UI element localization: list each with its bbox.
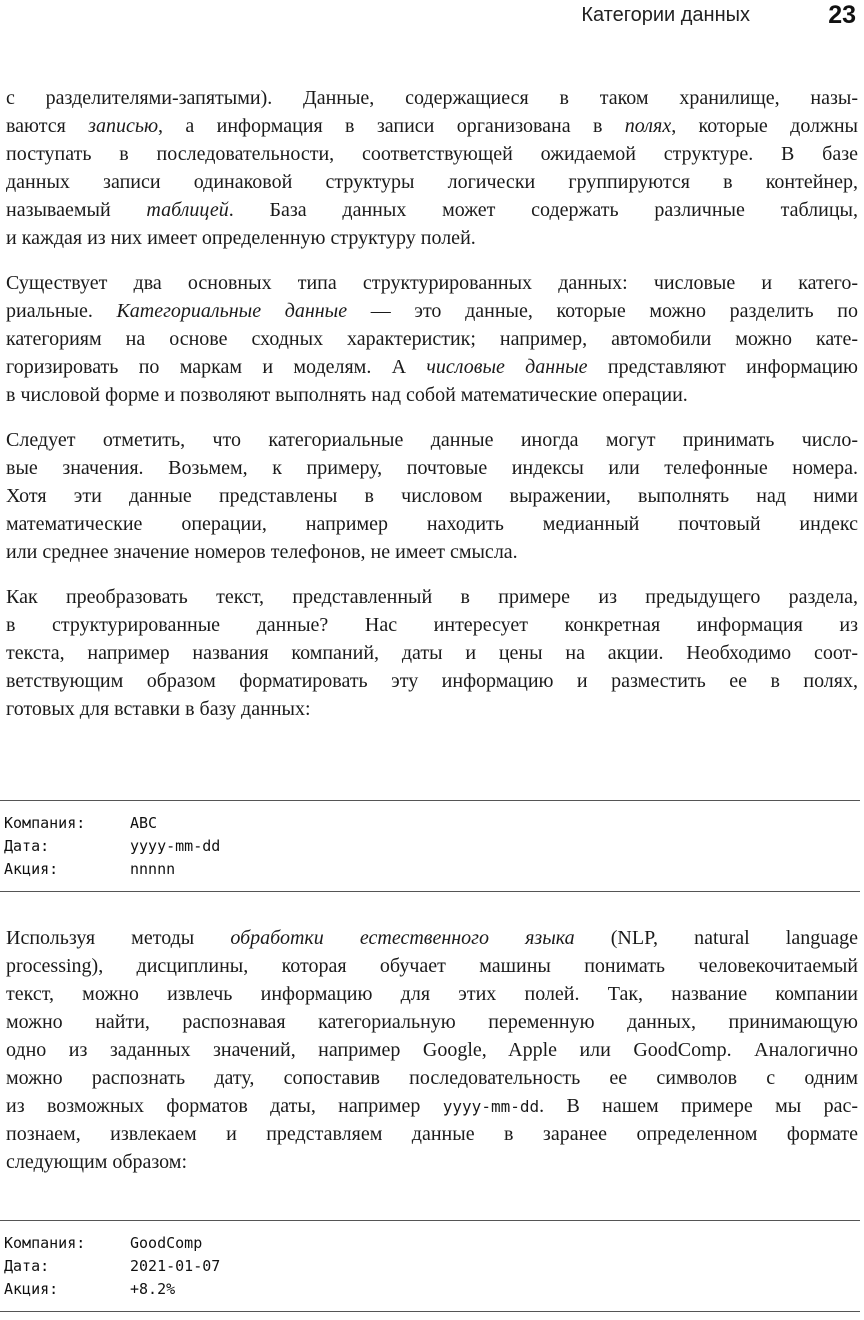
emphasis-term: числовые данные [426,356,588,378]
text-line: познаем, извлекаем и представляем данные в заранее определенном формате [6,1123,858,1145]
inline-code: yyyy-mm-dd [442,1097,540,1116]
code-row [4,835,860,858]
code-field-name: Дата: [4,837,50,855]
emphasis-term: записью [88,115,159,137]
code-row [4,1278,860,1301]
text-line: вые значения. Возьмем, к примеру, почтовые индексы или телефонные номера. [6,457,858,479]
text-line: Хотя эти данные представлены в числовом выражении, выполнять над ними [6,485,858,507]
code-row [4,1232,860,1255]
emphasis-term: таблицей [146,199,229,221]
text-line: готовых для вставки в базу данных: [6,698,311,720]
code-field-value: ABC [130,814,158,832]
code-block-template [0,800,860,892]
code-field-value: nnnnn [130,860,176,878]
text-line: можно распознать дату, сопоставив последовательность ее символов с одним [6,1067,858,1089]
paragraph-4 [6,583,858,723]
text-line: Используя методы обработки естественного языка (NLP, natural language [6,927,858,949]
body-text [6,84,858,740]
page-number: 23 [828,1,856,29]
code-row [4,812,860,835]
code-field-value: 2021-01-07 [130,1257,221,1275]
text-line: Следует отметить, что категориальные данные иногда могут принимать число- [6,429,858,451]
text-line: данных записи одинаковой структуры логически группируются в контейнер, [6,171,858,193]
text-line: с разделителями-запятыми). Данные, содержащиеся в таком хранилище, назы- [6,87,858,109]
section-title: Категории данных [581,4,750,26]
text-line: можно найти, распознавая категориальную переменную данных, принимающую [6,1011,858,1033]
text-line: текст, можно извлечь информацию для этих полей. Так, название компании [6,983,858,1005]
text-line: из возможных форматов даты, например yyyy-mm-dd. В нашем примере мы рас- [6,1095,858,1117]
code-field-name: Акция: [4,860,59,878]
code-field-name: Компания: [4,1234,86,1252]
code-row [4,1255,860,1278]
text-line: ветствующим образом форматировать эту информацию и разместить ее в полях, [6,670,858,692]
code-field-name: Дата: [4,1257,50,1275]
code-field-value: yyyy-mm-dd [130,837,221,855]
paragraph-3 [6,426,858,566]
text-line: риальные. Категориальные данные — это данные, которые можно разделить по [6,300,859,322]
text-line: называемый таблицей. База данных может содержать различные таблицы, [6,199,858,221]
text-line: категориям на основе сходных характеристик; например, автомобили можно кате- [6,328,858,350]
text-line: одно из заданных значений, например Google, Apple или GoodComp. Аналогично [6,1039,858,1061]
code-field-value: +8.2% [130,1280,176,1298]
text-line: Как преобразовать текст, представленный в примере из предыдущего раздела, [6,586,858,608]
text-line: текста, например названия компаний, даты и цены на акции. Необходимо соот- [6,642,858,664]
text-line: следующим образом: [6,1151,188,1173]
text-line: или среднее значение номеров телефонов, не имеет смысла. [6,541,518,563]
text-line: горизировать по маркам и моделям. А числовые данные представляют информацию [6,356,858,378]
paragraph-2 [6,269,858,409]
text-line: математические операции, например находить медианный почтовый индекс [6,513,858,535]
body-text-continued [6,924,858,1193]
paragraph-5 [6,924,858,1176]
code-row [4,858,860,881]
text-line: поступать в последовательности, соответствующей ожидаемой структуре. В базе [6,143,858,165]
paragraph-1 [6,84,858,252]
text-line: и каждая из них имеет определенную структуру полей. [6,227,476,249]
running-header [0,0,858,40]
text-line: processing), дисциплины, которая обучает машины понимать человекочитаемый [6,955,858,977]
code-field-value: GoodComp [130,1234,203,1252]
emphasis-term: Категориальные данные [116,300,348,322]
code-field-name: Акция: [4,1280,59,1298]
emphasis-term: полях [624,115,672,137]
code-field-name: Компания: [4,814,86,832]
emphasis-term: обработки естественного языка [230,927,575,949]
text-line: в числовой форме и позволяют выполнять над собой математические операции. [6,384,688,406]
text-line: ваются записью, а информация в записи организована в полях, которые должны [6,115,858,137]
text-line: Существует два основных типа структурированных данных: числовые и катего- [6,272,858,294]
text-line: в структурированные данные? Нас интересует конкретная информация из [6,614,858,636]
code-block-example [0,1220,860,1312]
